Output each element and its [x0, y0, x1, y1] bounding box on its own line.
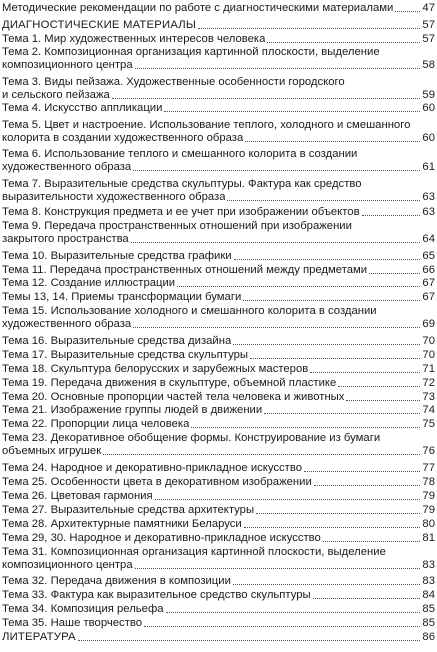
- toc-entry-line: [2, 178, 435, 191]
- toc-entry-line-last: [2, 631, 435, 644]
- toc-entry-title: Тема 28. Архитектурные памятники Беларуси: [2, 518, 242, 530]
- page-number: 79: [422, 504, 435, 516]
- dot-leader: [346, 400, 420, 401]
- page-number: 60: [422, 102, 435, 114]
- toc-entry-title: Тема 34. Композиция рельефа: [2, 603, 164, 615]
- toc-entry-line-last: [2, 318, 435, 331]
- page-number: 58: [422, 59, 435, 71]
- page-number: 80: [422, 518, 435, 530]
- page-number: 79: [422, 490, 435, 502]
- toc-entry-line-last: [2, 191, 435, 204]
- dot-leader: [267, 42, 420, 43]
- page-number: 81: [422, 532, 435, 544]
- toc-entry-line-last: [2, 518, 435, 531]
- toc-entry-title: объемных игрушек: [2, 445, 102, 457]
- toc-entry-title: Тема 3. Виды пейзажа. Художественные особенности городского: [2, 76, 345, 88]
- toc-entry-title: Тема 12. Создание иллюстрации: [2, 277, 176, 289]
- toc-entry-line: [2, 220, 435, 233]
- toc-entry: [2, 518, 435, 531]
- dot-leader: [133, 170, 420, 171]
- dot-leader: [191, 427, 420, 428]
- toc-entry-title: ЛИТЕРАТУРА: [2, 631, 76, 643]
- dot-leader: [244, 527, 421, 528]
- toc-entry-line-last: [2, 490, 435, 503]
- toc-entry-title: Тема 23. Декоративное обобщение формы. Конструирование из бумаги: [2, 432, 381, 444]
- toc-entry: [2, 250, 435, 263]
- page-number: 57: [422, 19, 435, 31]
- toc-entry: [2, 404, 435, 417]
- page-number: 85: [422, 617, 435, 629]
- toc-entry-line-last: [2, 349, 435, 362]
- page-number: 67: [422, 277, 435, 289]
- dot-leader: [395, 11, 420, 12]
- toc-entry-title: Тема 17. Выразительные средства скульптуры: [2, 349, 248, 361]
- page-number: 73: [422, 391, 435, 403]
- dot-leader: [245, 141, 420, 142]
- toc-entry: [2, 102, 435, 115]
- dot-leader: [313, 598, 421, 599]
- toc-entry-title: закрытого пространства: [2, 233, 129, 245]
- toc-entry-line: [2, 76, 435, 89]
- dot-leader: [264, 413, 420, 414]
- toc-entry-title: Тема 4. Искусство аппликации: [2, 102, 163, 114]
- toc-entry: [2, 532, 435, 545]
- toc-entry-line-last: [2, 2, 435, 15]
- toc-entry: [2, 264, 435, 277]
- dot-leader: [256, 513, 420, 514]
- toc-entry-line: [2, 119, 435, 132]
- toc-entry: [2, 33, 435, 46]
- toc-entry: [2, 335, 435, 348]
- toc-entry: [2, 220, 435, 246]
- dot-leader: [177, 286, 420, 287]
- toc-entry-title: Тема 19. Передача движения в скульптуре, объемной пластике: [2, 377, 337, 389]
- toc-entry: [2, 178, 435, 204]
- dot-leader: [314, 485, 421, 486]
- page-number: 67: [422, 291, 435, 303]
- toc-entry: [2, 277, 435, 290]
- toc-entry: [2, 19, 435, 32]
- toc-entry-line-last: [2, 445, 435, 458]
- dot-leader: [133, 327, 420, 328]
- page-number: 57: [422, 33, 435, 45]
- toc-entry-line-last: [2, 363, 435, 376]
- toc-entry-line-last: [2, 335, 435, 348]
- toc-entry: [2, 391, 435, 404]
- toc-entry-title: Тема 20. Основные пропорции частей тела человека и животных: [2, 391, 345, 403]
- toc-entry-title: Тема 9. Передача пространственных отношений при изображении: [2, 220, 352, 232]
- toc-entry: [2, 575, 435, 588]
- toc-entry-line: [2, 546, 435, 559]
- toc-entry: [2, 617, 435, 630]
- toc-entry-line-last: [2, 575, 435, 588]
- dot-leader: [243, 300, 420, 301]
- toc-entry-title: Тема 35. Наше творчество: [2, 617, 143, 629]
- dot-leader: [166, 612, 421, 613]
- page-number: 75: [422, 418, 435, 430]
- page-number: 70: [422, 349, 435, 361]
- toc-entry-line-last: [2, 233, 435, 246]
- page-number: 63: [422, 206, 435, 218]
- toc-entry-title: художественного образа: [2, 161, 132, 173]
- toc-entry: [2, 476, 435, 489]
- dot-leader: [135, 68, 421, 69]
- toc-entry-line-last: [2, 617, 435, 630]
- toc-entry: [2, 206, 435, 219]
- toc-entry-line-last: [2, 504, 435, 517]
- toc-entry-title: Темы 13, 14. Приемы трансформации бумаги: [2, 291, 242, 303]
- toc-entry-title: Тема 11. Передача пространственных отношений между предметами: [2, 264, 368, 276]
- dot-leader: [144, 626, 420, 627]
- toc-entry-title: Тема 32. Передача движения в композиции: [2, 575, 231, 587]
- toc-entry-line-last: [2, 89, 435, 102]
- toc-entry: [2, 589, 435, 602]
- page-number: 71: [422, 363, 435, 375]
- page-number: 78: [422, 476, 435, 488]
- toc-entry: [2, 418, 435, 431]
- toc-entry-title: Тема 18. Скульптура белорусских и зарубежных мастеров: [2, 363, 309, 375]
- toc-entry-title: художественного образа: [2, 318, 132, 330]
- toc-entry: [2, 46, 435, 72]
- page-number: 64: [422, 233, 435, 245]
- toc-entry: [2, 603, 435, 616]
- page-number: 69: [422, 318, 435, 330]
- toc-entry-title: Тема 16. Выразительные средства дизайна: [2, 335, 232, 347]
- toc-entry-title: Тема 24. Народное и декоративно-прикладное искусство: [2, 462, 303, 474]
- toc-entry-title: и сельского пейзажа: [2, 89, 110, 101]
- toc-entry-line-last: [2, 559, 435, 572]
- toc-entry-title: композиционного центра: [2, 59, 133, 71]
- dot-leader: [310, 372, 420, 373]
- toc-entry-line-last: [2, 33, 435, 46]
- toc-entry: [2, 546, 435, 572]
- dot-leader: [198, 28, 420, 29]
- toc-entry: [2, 377, 435, 390]
- dot-leader: [323, 541, 421, 542]
- toc-entry-line-last: [2, 19, 435, 32]
- toc-entry-line-last: [2, 418, 435, 431]
- toc-entry-title: композиционного центра: [2, 559, 133, 571]
- page-number: 63: [422, 191, 435, 203]
- toc-entry-line: [2, 305, 435, 318]
- page-number: 86: [422, 631, 435, 643]
- page-number: 84: [422, 589, 435, 601]
- toc-entry: [2, 490, 435, 503]
- dot-leader: [304, 471, 420, 472]
- toc-entry: [2, 363, 435, 376]
- dot-leader: [233, 584, 421, 585]
- toc-entry-title: Тема 33. Фактура как выразительное средство скульптуры: [2, 589, 311, 601]
- toc-entry-title: Тема 27. Выразительные средства архитектуры: [2, 504, 255, 516]
- dot-leader: [112, 98, 421, 99]
- toc-entry: [2, 291, 435, 304]
- toc-entry-line-last: [2, 462, 435, 475]
- page-number: 47: [422, 2, 435, 14]
- toc-entry-line: [2, 432, 435, 445]
- toc-entry-line-last: [2, 132, 435, 145]
- toc-entry-title: выразительности художественного образа: [2, 191, 226, 203]
- page-number: 76: [422, 445, 435, 457]
- toc-entry-line-last: [2, 102, 435, 115]
- toc-entry: [2, 462, 435, 475]
- page-number: 77: [422, 462, 435, 474]
- page-number: 70: [422, 335, 435, 347]
- toc-entry-line-last: [2, 532, 435, 545]
- page-number: 65: [422, 250, 435, 262]
- dot-leader: [131, 242, 421, 243]
- dot-leader: [78, 640, 421, 641]
- toc-entry-title: Методические рекомендации по работе с диагностическими материалами: [2, 2, 394, 14]
- toc-entry-title: Тема 21. Изображение группы людей в движении: [2, 404, 263, 416]
- dot-leader: [164, 111, 420, 112]
- toc-entry-line-last: [2, 206, 435, 219]
- page-number: 74: [422, 404, 435, 416]
- toc-entry-line-last: [2, 161, 435, 174]
- page-number: 66: [422, 264, 435, 276]
- dot-leader: [234, 259, 421, 260]
- toc-entry-title: Тема 2. Композиционная организация картинной плоскости, выделение: [2, 46, 380, 58]
- toc-entry-title: Тема 10. Выразительные средства графики: [2, 250, 232, 262]
- toc-entry-title: Тема 7. Выразительные средства скульптуры. Фактура как средство: [2, 178, 362, 190]
- dot-leader: [250, 358, 420, 359]
- toc-entry-line-last: [2, 404, 435, 417]
- dot-leader: [369, 273, 420, 274]
- dot-leader: [227, 200, 420, 201]
- toc-entry: [2, 2, 435, 15]
- dot-leader: [362, 215, 421, 216]
- toc-entry: [2, 631, 435, 644]
- toc-entry-line: [2, 148, 435, 161]
- toc-entry-line-last: [2, 250, 435, 263]
- toc-entry-line-last: [2, 603, 435, 616]
- toc-entry-line-last: [2, 377, 435, 390]
- toc-entry-line-last: [2, 589, 435, 602]
- toc-entry: [2, 148, 435, 174]
- page-number: 83: [422, 575, 435, 587]
- page-number: 83: [422, 559, 435, 571]
- toc-entry-title: Тема 15. Использование холодного и смешанного колорита в создании: [2, 305, 377, 317]
- page-number: 61: [422, 161, 435, 173]
- toc-entry-line-last: [2, 264, 435, 277]
- page-number: 59: [422, 89, 435, 101]
- toc-entry-title: Тема 25. Особенности цвета в декоративном изображении: [2, 476, 312, 488]
- toc-entry: [2, 305, 435, 331]
- toc-entry-title: Тема 29, 30. Народное и декоративно-прикладное искусство: [2, 532, 321, 544]
- toc-entry-title: Тема 1. Мир художественных интересов человека: [2, 33, 266, 45]
- toc-entry-line-last: [2, 476, 435, 489]
- toc-entry-line-last: [2, 391, 435, 404]
- toc-entry-title: Тема 22. Пропорции лица человека: [2, 418, 190, 430]
- dot-leader: [135, 568, 421, 569]
- toc-entry-title: Тема 5. Цвет и настроение. Использование теплого, холодного и смешанного: [2, 119, 411, 131]
- toc-entry-line: [2, 46, 435, 59]
- page-number: 60: [422, 132, 435, 144]
- toc-entry-title: Тема 6. Использование теплого и смешанного колорита в создании: [2, 148, 358, 160]
- toc-entry-title: Тема 31. Композиционная организация картинной плоскости, выделение: [2, 546, 386, 558]
- dot-leader: [155, 499, 421, 500]
- toc-entry-line-last: [2, 291, 435, 304]
- dot-leader: [338, 386, 420, 387]
- page-number: 72: [422, 377, 435, 389]
- toc-entry: [2, 76, 435, 102]
- page-number: 85: [422, 603, 435, 615]
- toc-entry-line-last: [2, 59, 435, 72]
- toc-entry-line-last: [2, 277, 435, 290]
- toc-entry-title: ДИАГНОСТИЧЕСКИЕ МАТЕРИАЛЫ: [2, 19, 197, 31]
- dot-leader: [103, 454, 420, 455]
- toc-entry-title: Тема 26. Цветовая гармония: [2, 490, 153, 502]
- toc-entry-title: колорита в создании художественного образа: [2, 132, 244, 144]
- toc-entry: [2, 432, 435, 458]
- toc-entry: [2, 119, 435, 145]
- toc-entry: [2, 504, 435, 517]
- dot-leader: [233, 344, 420, 345]
- toc-entry: [2, 349, 435, 362]
- toc-entry-title: Тема 8. Конструкция предмета и ее учет при изображении объектов: [2, 206, 360, 218]
